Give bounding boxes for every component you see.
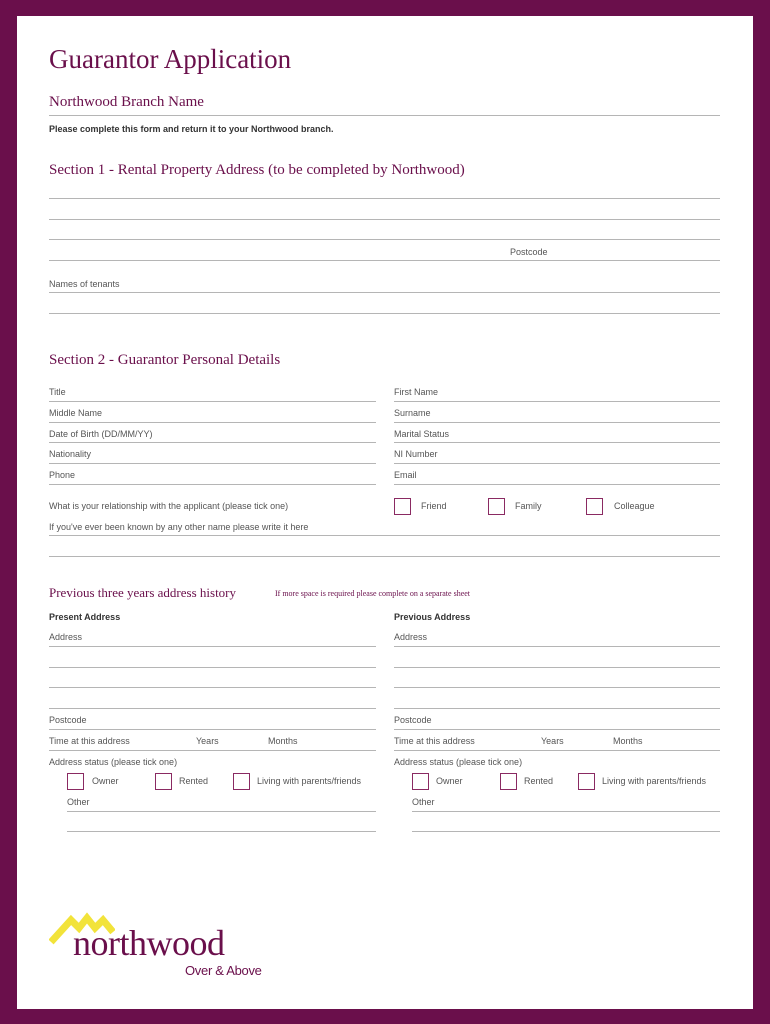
present-address-line-1[interactable] [49, 646, 376, 647]
nationality-field[interactable] [49, 463, 376, 464]
previous-years-label: Years [541, 736, 564, 746]
previous-address-line-4[interactable] [394, 708, 720, 709]
present-owner-checkbox[interactable] [67, 773, 84, 790]
previous-address-line-2[interactable] [394, 667, 720, 668]
previous-owner-checkbox[interactable] [412, 773, 429, 790]
previous-rented-label: Rented [524, 776, 554, 786]
other-name-field-line-1[interactable] [49, 535, 720, 536]
nationality-label: Nationality [49, 449, 92, 459]
previous-address-line-3[interactable] [394, 687, 720, 688]
ni-number-field[interactable] [394, 463, 720, 464]
logo-tagline: Over & Above [185, 963, 262, 978]
tenants-label: Names of tenants [49, 279, 120, 289]
present-years-label: Years [196, 736, 219, 746]
middle-name-field[interactable] [49, 422, 376, 423]
colleague-label: Colleague [614, 501, 655, 511]
tenants-field-line-1[interactable] [49, 292, 720, 293]
previous-address-heading: Previous Address [394, 612, 471, 622]
previous-postcode-label: Postcode [394, 715, 432, 725]
family-checkbox[interactable] [488, 498, 505, 515]
present-months-label: Months [268, 736, 298, 746]
present-postcode-label: Postcode [49, 715, 87, 725]
previous-address-line-1[interactable] [394, 646, 720, 647]
previous-time-field[interactable] [394, 750, 720, 751]
relationship-label: What is your relationship with the applicant (please tick one) [49, 501, 289, 511]
middle-name-label: Middle Name [49, 408, 103, 418]
property-postcode-label: Postcode [510, 247, 548, 257]
marital-status-label: Marital Status [394, 429, 450, 439]
present-address-line-4[interactable] [49, 708, 376, 709]
present-owner-label: Owner [92, 776, 119, 786]
previous-months-label: Months [613, 736, 643, 746]
previous-other-label: Other [412, 797, 435, 807]
previous-status-label: Address status (please tick one) [394, 757, 523, 767]
present-parents-checkbox[interactable] [233, 773, 250, 790]
previous-parents-checkbox[interactable] [578, 773, 595, 790]
first-name-label: First Name [394, 387, 439, 397]
previous-time-label: Time at this address [394, 736, 475, 746]
email-label: Email [394, 470, 417, 480]
marital-status-field[interactable] [394, 442, 720, 443]
present-status-label: Address status (please tick one) [49, 757, 178, 767]
title-field[interactable] [49, 401, 376, 402]
present-time-label: Time at this address [49, 736, 130, 746]
form-page [17, 16, 753, 1009]
property-address-line-1[interactable] [49, 198, 720, 199]
email-field[interactable] [394, 484, 720, 485]
property-address-line-2[interactable] [49, 219, 720, 220]
previous-postcode-field[interactable] [394, 729, 720, 730]
previous-parents-label: Living with parents/friends [602, 776, 707, 786]
previous-other-field-line-1[interactable] [412, 811, 720, 812]
present-parents-label: Living with parents/friends [257, 776, 362, 786]
dob-label: Date of Birth (DD/MM/YY) [49, 429, 153, 439]
other-name-label: If you've ever been known by any other name please write it here [49, 522, 309, 532]
present-address-heading: Present Address [49, 612, 121, 622]
ni-number-label: NI Number [394, 449, 438, 459]
present-other-field-line-1[interactable] [67, 811, 376, 812]
present-address-label: Address [49, 632, 83, 642]
dob-field[interactable] [49, 442, 376, 443]
section1-heading: Section 1 - Rental Property Address (to be completed by Northwood) [49, 162, 465, 178]
phone-field[interactable] [49, 484, 376, 485]
present-address-line-3[interactable] [49, 687, 376, 688]
previous-rented-checkbox[interactable] [500, 773, 517, 790]
previous-address-label: Address [394, 632, 428, 642]
logo-wordmark: northwood [73, 923, 225, 963]
present-time-field[interactable] [49, 750, 376, 751]
history-note: If more space is required please complete on a separate sheet [275, 589, 471, 598]
form-instructions: Please complete this form and return it to your Northwood branch. [49, 124, 334, 134]
page-title: Guarantor Application [49, 44, 292, 74]
family-label: Family [515, 501, 542, 511]
first-name-field[interactable] [394, 401, 720, 402]
section2-heading: Section 2 - Guarantor Personal Details [49, 352, 281, 368]
present-rented-checkbox[interactable] [155, 773, 172, 790]
present-address-line-2[interactable] [49, 667, 376, 668]
property-address-line-3[interactable] [49, 239, 720, 240]
present-other-label: Other [67, 797, 90, 807]
title-label: Title [49, 387, 66, 397]
phone-label: Phone [49, 470, 76, 480]
present-postcode-field[interactable] [49, 729, 376, 730]
friend-label: Friend [421, 501, 447, 511]
tenants-field-line-2[interactable] [49, 313, 720, 314]
colleague-checkbox[interactable] [586, 498, 603, 515]
surname-field[interactable] [394, 422, 720, 423]
present-other-field-line-2[interactable] [67, 831, 376, 832]
property-postcode-field[interactable] [49, 260, 720, 261]
surname-label: Surname [394, 408, 431, 418]
branch-name: Northwood Branch Name [49, 94, 204, 110]
friend-checkbox[interactable] [394, 498, 411, 515]
branch-underline [49, 115, 720, 116]
history-heading: Previous three years address history [49, 585, 237, 600]
other-name-field-line-2[interactable] [49, 556, 720, 557]
previous-other-field-line-2[interactable] [412, 831, 720, 832]
present-rented-label: Rented [179, 776, 209, 786]
previous-owner-label: Owner [436, 776, 463, 786]
